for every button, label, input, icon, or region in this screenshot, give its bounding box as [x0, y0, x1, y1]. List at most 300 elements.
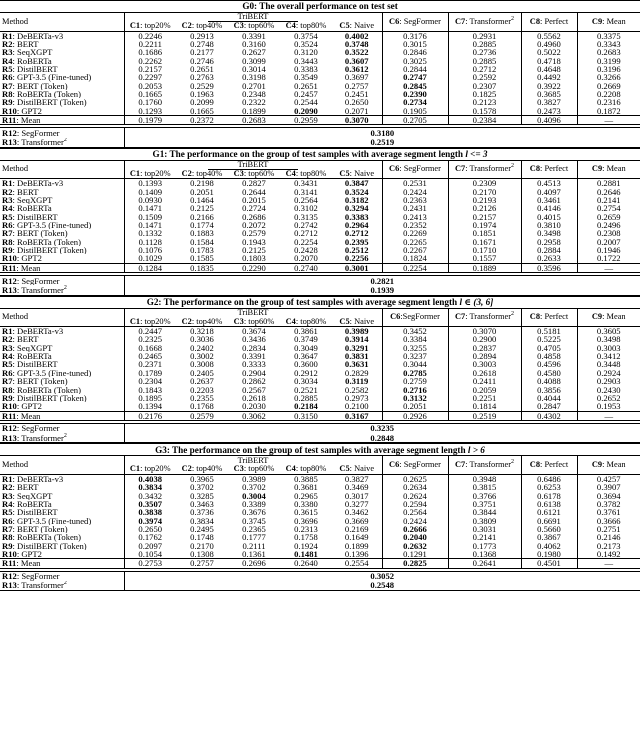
cell-c6: 0.3044 — [382, 360, 448, 368]
cell-c3: 0.2015 — [242, 196, 266, 205]
cell-c9: 0.2881 — [577, 179, 640, 188]
row-id: R8 — [2, 385, 13, 394]
column-id: C6 — [389, 459, 400, 469]
cell-c7: 0.2712 — [448, 65, 521, 73]
cell-c2: 0.3834 — [190, 516, 214, 525]
table-row — [0, 229, 640, 237]
result-table-3 — [0, 443, 640, 591]
cell-c1: 0.1332 — [138, 229, 163, 238]
cell-c1: 0.1789 — [138, 368, 163, 378]
cell-c6: 0.2666 — [382, 525, 448, 533]
row-id: R1 — [2, 474, 13, 484]
cell-c2: 0.2166 — [190, 212, 214, 222]
column-id: C5 — [339, 169, 350, 178]
row-label — [0, 352, 124, 360]
segformer-value: 0.3180 — [124, 128, 640, 138]
row-id: R5 — [2, 212, 13, 222]
row-label — [0, 285, 124, 295]
cell-c1: 0.1895 — [138, 393, 163, 403]
row-id: R5 — [2, 64, 13, 74]
cell-c3: 0.2904 — [242, 368, 266, 378]
row-id: R9 — [2, 541, 13, 550]
transformer-row — [0, 138, 640, 148]
column-label: : Perfect — [540, 16, 569, 26]
method-header: Method — [0, 308, 124, 327]
cell-c3: 0.1803 — [242, 254, 266, 264]
cell-c3: 0.3391 — [242, 352, 266, 361]
cell-c7: 0.2193 — [448, 196, 521, 204]
cell-c5: 0.3847 — [332, 179, 382, 188]
row-id: R9 — [2, 246, 13, 255]
cell-c6: 0.2734 — [382, 98, 448, 106]
mean-c9: — — [577, 411, 640, 420]
column-label: : top20% — [140, 317, 171, 326]
group-title-text: G3: The performance on the group of test samples with average segment length — [155, 444, 468, 455]
cell-c6: 0.3237 — [382, 352, 448, 360]
row-id: R3 — [2, 48, 13, 57]
tribert-label: TriBERT — [208, 13, 299, 22]
cell-c5: 0.3612 — [344, 64, 369, 74]
column-label: : top40% — [191, 21, 223, 31]
superscript: 2 — [511, 15, 515, 22]
row-id: R11 — [2, 115, 17, 125]
cell-c2: 0.2746 — [190, 56, 214, 65]
row-label — [0, 433, 124, 443]
c3-header — [228, 465, 280, 474]
cell-c9: 0.2496 — [577, 221, 640, 229]
row-method: : RoBERTa (Token) — [12, 385, 81, 394]
tribert-header — [124, 456, 382, 465]
row-method: : GPT2 — [16, 549, 42, 559]
cell-c7: 0.3070 — [448, 327, 521, 336]
row-label — [0, 492, 124, 500]
row-method: : BERT — [12, 335, 39, 344]
tribert-label: TriBERT — [208, 308, 299, 317]
cell-c7: 0.2170 — [448, 188, 521, 196]
cell-c3: 0.3436 — [242, 335, 266, 344]
cell-c3: 0.3676 — [242, 508, 266, 517]
cell-c8: 0.6178 — [521, 492, 577, 500]
cell-c2: 0.2177 — [190, 48, 214, 57]
row-method: : GPT2 — [16, 106, 42, 116]
cell-c9: 0.3343 — [577, 40, 640, 48]
table-row — [0, 90, 640, 98]
segformer-row — [0, 276, 640, 286]
row-method: : SeqXGPT — [12, 196, 53, 205]
cell-c3: 0.2111 — [242, 541, 266, 550]
cell-c8: 0.6253 — [521, 483, 577, 491]
row-id: R6 — [2, 516, 13, 525]
row-label — [0, 542, 124, 550]
c4-header — [280, 317, 332, 326]
cell-c4: 0.2742 — [294, 221, 318, 230]
cell-c3: 0.1361 — [242, 549, 266, 559]
cell-c4: 0.3549 — [294, 73, 318, 82]
table-row — [0, 344, 640, 352]
group-title-math: l > 6 — [467, 444, 485, 455]
cell-c5: 0.3017 — [344, 491, 369, 500]
cell-c7: 0.1710 — [448, 246, 521, 254]
column-label: : Mean — [602, 16, 626, 26]
cell-c2: 0.2203 — [190, 385, 214, 394]
result-table-2 — [0, 296, 640, 444]
cell-c8: 0.4097 — [521, 188, 577, 196]
column-label: : top80% — [295, 169, 327, 178]
cell-c7: 0.3003 — [448, 360, 521, 368]
row-method: : SegFormer — [16, 423, 60, 434]
cell-c4: 0.2313 — [294, 524, 318, 534]
cell-c6: 0.2844 — [382, 65, 448, 73]
cell-c7: 0.2900 — [448, 335, 521, 343]
cell-c7: 0.2592 — [448, 73, 521, 81]
row-id: R7 — [2, 377, 13, 386]
cell-c1: 0.2211 — [138, 39, 162, 49]
cell-c3: 0.2322 — [242, 98, 266, 107]
row-id: R13 — [2, 433, 17, 443]
cell-c5: 0.2395 — [344, 237, 369, 247]
cell-c2: 0.1585 — [190, 254, 214, 264]
cell-c8: 0.4015 — [521, 213, 577, 221]
cell-c9: 0.3782 — [577, 500, 640, 508]
cell-c6: 0.2051 — [382, 402, 448, 411]
column-id: C3 — [233, 169, 244, 178]
row-id: R5 — [2, 508, 13, 517]
cell-c4: 0.2712 — [294, 229, 318, 238]
transformer-value: 0.1939 — [124, 285, 640, 295]
cell-c7: 0.3844 — [448, 508, 521, 516]
cell-c6: 0.3015 — [382, 40, 448, 48]
c4-header — [280, 170, 332, 179]
cell-c8: 0.3461 — [521, 196, 577, 204]
column-label: : Mean — [602, 312, 626, 322]
cell-c6: 0.3176 — [382, 31, 448, 40]
table-row — [0, 254, 640, 263]
cell-c5: 0.3469 — [344, 483, 369, 492]
column-id: C8 — [529, 312, 541, 322]
transformer-value: 0.2548 — [124, 581, 640, 591]
cell-c5: 0.3294 — [344, 204, 369, 213]
cell-c6: 0.2846 — [382, 48, 448, 56]
cell-c6: 0.2265 — [382, 238, 448, 246]
cell-c5: 0.3827 — [332, 474, 382, 483]
cell-c5: 0.2100 — [344, 402, 369, 412]
row-label — [0, 423, 124, 433]
group-title — [0, 296, 640, 308]
cell-c5: 0.3524 — [344, 187, 369, 197]
cell-c1: 0.2097 — [138, 541, 163, 550]
cell-c3: 0.3198 — [242, 73, 266, 82]
cell-c5: 0.3669 — [344, 516, 369, 525]
row-label — [0, 213, 124, 221]
cell-c1: 0.1760 — [138, 98, 163, 107]
row-label — [0, 98, 124, 106]
cell-c1: 0.1471 — [138, 221, 163, 230]
mean-c5: 0.3070 — [332, 116, 382, 125]
cell-c9: 0.3199 — [577, 57, 640, 65]
row-label — [0, 188, 124, 196]
cell-c8: 0.5181 — [521, 327, 577, 336]
row-label — [0, 31, 124, 40]
cell-c2: 0.2198 — [176, 179, 228, 188]
mean-c4: 0.2959 — [280, 116, 332, 125]
cell-c8: 0.3498 — [521, 229, 577, 237]
cell-c5: 0.3291 — [344, 343, 369, 353]
column-label: : Perfect — [540, 459, 569, 469]
row-label — [0, 238, 124, 246]
cell-c5: 0.3989 — [332, 327, 382, 336]
c9-header — [577, 160, 640, 179]
cell-c4: 0.2457 — [294, 90, 318, 99]
row-label — [0, 196, 124, 204]
table-row — [0, 57, 640, 65]
cell-c3: 0.2030 — [242, 402, 266, 412]
column-id: C4 — [285, 169, 296, 178]
row-id: R4 — [2, 499, 13, 509]
table-row — [0, 474, 640, 483]
mean-c6: 0.2254 — [382, 263, 448, 272]
column-label: : Transformer — [465, 312, 512, 322]
cell-c1: 0.2053 — [138, 81, 163, 90]
column-id: C5 — [339, 465, 350, 474]
c5-header — [332, 22, 382, 31]
cell-c4: 0.2090 — [294, 106, 318, 116]
mean-c6: 0.2825 — [382, 559, 448, 568]
table-row — [0, 533, 640, 541]
column-id: C3 — [233, 21, 244, 31]
c6-header — [382, 308, 448, 327]
cell-c1: 0.2371 — [138, 360, 163, 369]
cell-c7: 0.1851 — [448, 229, 521, 237]
superscript: 2 — [63, 433, 67, 439]
cell-c8: 0.4858 — [521, 352, 577, 360]
c9-header — [577, 308, 640, 327]
cell-c1: 0.1668 — [138, 343, 163, 353]
row-id: R9 — [2, 98, 13, 107]
cell-c7: 0.1974 — [448, 221, 521, 229]
row-id: R2 — [2, 187, 13, 197]
superscript: 2 — [511, 311, 515, 318]
superscript: 2 — [63, 285, 67, 291]
cell-c7: 0.1814 — [448, 402, 521, 411]
cell-c2: 0.3965 — [176, 474, 228, 483]
cell-c6: 0.3025 — [382, 57, 448, 65]
cell-c6: 0.2269 — [382, 229, 448, 237]
column-label: : Naive — [349, 465, 375, 474]
row-id: R10 — [2, 549, 17, 559]
cell-c6: 0.3255 — [382, 344, 448, 352]
row-method: : DistilBERT (Token) — [12, 246, 87, 255]
row-label — [0, 517, 124, 525]
cell-c8: 0.2473 — [521, 107, 577, 116]
group-title-text: G0: The overall performance on test set — [242, 1, 398, 12]
row-method: : BERT (Token) — [12, 229, 68, 238]
row-method: : RoBERTa — [12, 352, 52, 361]
row-method: : Mean — [16, 558, 41, 569]
column-id: C4 — [285, 317, 296, 326]
transformer-row — [0, 581, 640, 591]
cell-c5: 0.2650 — [344, 98, 369, 107]
group-title-text: G1: The performance on the group of test samples with average segment length — [152, 149, 466, 160]
cell-c5: 0.3522 — [344, 48, 369, 57]
cell-c9: 0.2669 — [577, 82, 640, 90]
row-id: R3 — [2, 196, 13, 205]
tribert-header — [124, 13, 382, 22]
cell-c2: 0.2125 — [190, 204, 214, 213]
cell-c1: 0.1076 — [138, 246, 163, 255]
row-label — [0, 500, 124, 508]
cell-c4: 0.3696 — [294, 516, 318, 525]
mean-c9: — — [577, 263, 640, 272]
cell-c5: 0.2829 — [344, 368, 369, 378]
column-label: : Mean — [602, 459, 626, 469]
table-row — [0, 550, 640, 559]
cell-c4: 0.2184 — [294, 402, 318, 412]
cell-c2: 0.2495 — [190, 524, 214, 534]
cell-c1: 0.1393 — [124, 179, 176, 188]
mean-c3: 0.2290 — [228, 263, 280, 272]
c9-header — [577, 13, 640, 32]
cell-c4: 0.3647 — [294, 352, 318, 361]
column-label: :SegFormer — [400, 312, 440, 322]
row-id: R2 — [2, 335, 13, 344]
row-id: R8 — [2, 237, 13, 247]
row-method: : Transformer — [16, 433, 64, 443]
row-id: R6 — [2, 221, 13, 230]
table-row — [0, 508, 640, 516]
method-header: Method — [0, 160, 124, 179]
row-label — [0, 483, 124, 491]
table-row — [0, 402, 640, 411]
group-title — [0, 148, 640, 160]
cell-c4: 0.2254 — [294, 237, 318, 247]
cell-c3: 0.3702 — [242, 483, 266, 492]
column-id: C8 — [529, 16, 541, 26]
cell-c5: 0.2757 — [344, 81, 369, 90]
cell-c6: 0.2424 — [382, 517, 448, 525]
row-label — [0, 335, 124, 343]
cell-c8: 0.6121 — [521, 508, 577, 516]
row-id: R1 — [2, 31, 13, 40]
cell-c9: 0.2652 — [577, 394, 640, 402]
column-id: C5 — [339, 317, 350, 326]
cell-c5: 0.1649 — [344, 533, 369, 542]
c7-header — [448, 456, 521, 475]
cell-c5: 0.3607 — [344, 56, 369, 65]
row-label — [0, 204, 124, 212]
row-label — [0, 90, 124, 98]
mean-c1: 0.2176 — [124, 411, 176, 420]
column-id: C6 — [390, 312, 401, 322]
cell-c6: 0.2431 — [382, 204, 448, 212]
cell-c6: 0.2390 — [382, 90, 448, 98]
cell-c7: 0.1825 — [448, 90, 521, 98]
cell-c3: 0.2827 — [228, 179, 280, 188]
cell-c6: 0.2845 — [382, 82, 448, 90]
segformer-row — [0, 571, 640, 581]
mean-c5: 0.3001 — [332, 263, 382, 272]
row-method: : SegFormer — [16, 127, 60, 138]
cell-c2: 0.2402 — [190, 343, 214, 353]
cell-c5: 0.2071 — [344, 106, 369, 116]
row-id: R2 — [2, 39, 13, 49]
group-title — [0, 444, 640, 456]
row-id: R12 — [2, 571, 17, 581]
cell-c8: 0.3685 — [521, 90, 577, 98]
row-id: R10 — [2, 106, 17, 116]
cell-c8: 0.4062 — [521, 542, 577, 550]
cell-c7: 0.2885 — [448, 40, 521, 48]
cell-c4: 0.2651 — [294, 81, 318, 90]
mean-c8: 0.4501 — [521, 559, 577, 568]
column-label: : Perfect — [540, 312, 569, 322]
cell-c9: 0.2146 — [577, 533, 640, 541]
row-method: : RoBERTa — [12, 499, 52, 509]
cell-c9: 0.3196 — [577, 65, 640, 73]
mean-c8: 0.4096 — [521, 116, 577, 125]
row-method: : SeqXGPT — [12, 48, 53, 57]
cell-c6: 0.3132 — [382, 394, 448, 402]
column-label: : Naive — [349, 169, 375, 178]
cell-c6: 0.2413 — [382, 213, 448, 221]
cell-c8: 0.1980 — [521, 550, 577, 559]
cell-c3: 0.2618 — [242, 393, 266, 403]
row-method: : GPT2 — [16, 254, 42, 264]
cell-c5: 0.4002 — [332, 31, 382, 40]
cell-c3: 0.2567 — [242, 385, 266, 394]
tribert-header — [124, 308, 382, 317]
cell-c6: 0.2424 — [382, 188, 448, 196]
row-label — [0, 65, 124, 73]
cell-c2: 0.1783 — [190, 246, 214, 255]
row-id: R9 — [2, 393, 13, 403]
column-label: : top20% — [140, 169, 171, 178]
cell-c1: 0.3432 — [138, 491, 163, 500]
cell-c6: 0.2624 — [382, 492, 448, 500]
column-id: C7 — [454, 164, 466, 174]
row-id: R11 — [2, 558, 17, 569]
column-label: : top80% — [295, 21, 327, 31]
row-method: : GPT-3.5 (Fine-tuned) — [12, 516, 92, 525]
cell-c3: 0.2348 — [242, 90, 266, 99]
result-table-1 — [0, 148, 640, 296]
cell-c2: 0.1308 — [190, 549, 214, 559]
group-title — [0, 1, 640, 13]
cell-c6: 0.2747 — [382, 73, 448, 81]
cell-c2: 0.2763 — [190, 73, 214, 82]
c1-header — [124, 465, 176, 474]
row-label — [0, 57, 124, 65]
cell-c3: 0.2834 — [242, 343, 266, 353]
row-label — [0, 571, 124, 581]
cell-c9: 0.2646 — [577, 188, 640, 196]
row-id: R6 — [2, 73, 13, 82]
cell-c3: 0.1899 — [242, 106, 266, 116]
row-id: R5 — [2, 360, 13, 369]
row-method: : GPT-3.5 (Fine-tuned) — [12, 221, 92, 230]
cell-c7: 0.2885 — [448, 57, 521, 65]
row-id: R7 — [2, 81, 13, 90]
cell-c4: 0.3749 — [294, 335, 318, 344]
cell-c9: 0.2683 — [577, 48, 640, 56]
cell-c7: 0.1368 — [448, 550, 521, 559]
column-label: : top60% — [243, 317, 275, 326]
cell-c3: 0.1777 — [242, 533, 266, 542]
cell-c3: 0.2701 — [242, 81, 266, 90]
table-row — [0, 369, 640, 377]
cell-c2: 0.2748 — [190, 39, 214, 49]
cell-c1: 0.1665 — [138, 90, 163, 99]
cell-c3: 0.2125 — [242, 246, 266, 255]
